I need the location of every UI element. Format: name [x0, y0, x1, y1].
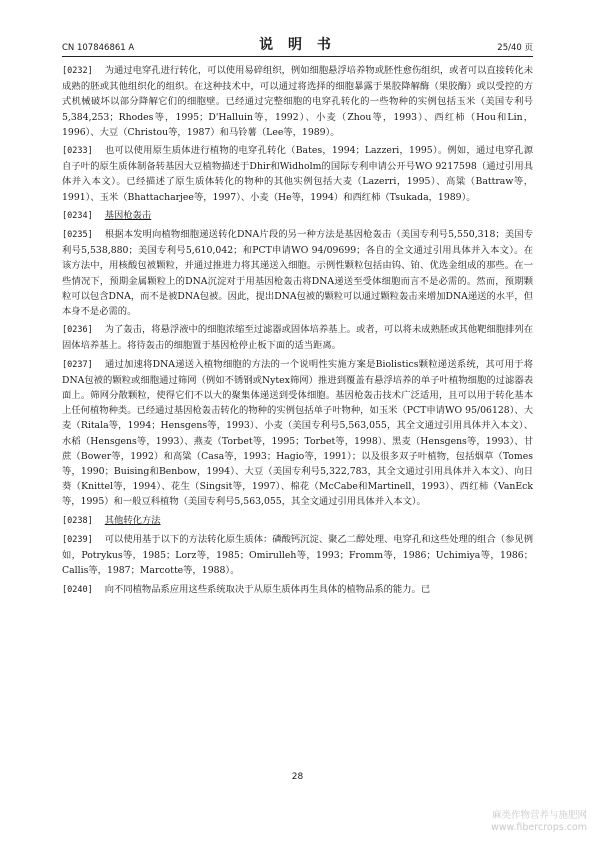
paragraph	[62, 143, 533, 205]
paragraph-number: [0236]	[62, 325, 93, 336]
paragraph-text: 为了轰击，将悬浮液中的细胞浓缩至过滤器或固体培养基上。或者，可以将未成熟胚或其他靶细胞排列在固体培养基上。将待轰击的细胞置于基因枪停止板下面的适当距离。	[62, 324, 533, 352]
heading-text: 其他转化方法	[104, 514, 161, 526]
paragraph-text: 向不同植物品系应用这些系统取决于从原生质体再生具体的植物品系的能力。已	[104, 583, 431, 595]
section-heading	[62, 208, 533, 224]
section-heading	[62, 513, 533, 529]
paragraph-number: [0235]	[62, 230, 93, 241]
page-number: 28	[291, 772, 304, 782]
paragraph	[62, 227, 533, 319]
document-body	[62, 63, 533, 601]
document-title: 说 明 书	[259, 37, 336, 53]
paragraph-text: 根据本发明向植物细胞递送转化DNA片段的另一种方法是基因枪轰击（美国专利号5,550,318；美国专利号5,538,880；美国专利号5,610,042；和PCT申请WO 94/09699；各自的全文通过引用具体并入本文）。在该方法中，用核酸包被颗粒，并通过推进力将其递送入细胞。示例性颗粒包括由钨、铂、优选金组成的那些。在一些情况下，预期金属颗粒上的DNA沉淀对于用基因枪轰击将DNA递送至受体细胞而言不是必需的。然而，预期颗粒可以包含DNA，而不是被DNA包被。因此，提出DNA包被的颗粒可以通过颗粒轰击来增加DNA递送的水平，但本身不是必需的。	[62, 229, 533, 318]
paragraph-text: 也可以使用原生质体进行植物的电穿孔转化（Bates，1994；Lazzeri，1995）。例如，通过电穿孔源自子叶的原生质体制备转基因大豆植物描述于Dhir和Widholm的国际专利申请公开号WO 9217598（通过引用具体并入本文）。已经描述了原生质体转化的物种的其他实例包括大麦（Lazerri，1995）、高粱（Battraw等，1991）、玉米（Bhattacharjee等，1997）、小麦（He等，1994）和西红柿（Tsukada，1989）。	[62, 145, 533, 203]
paragraph-number: [0234]	[62, 210, 93, 221]
page-header	[62, 36, 533, 57]
paragraph-text: 为通过电穿孔进行转化，可以使用易碎组织，例如细胞悬浮培养物或胚性愈伤组织，或者可以直接转化未成熟的胚或其他组织化的组织。在这种技术中，可以通过将选择的细胞暴露于果胶降解酶（果胶酶）或以受控的方式机械破坏以部分降解它们的细胞壁。已经通过完整细胞的电穿孔转化的一些物种的实例包括玉米（美国专利号5,384,253；Rhodes等，1995；D'Halluin等，1992）、小麦（Zhou等，1993）、西红柿（Hou和Lin，1996）、大豆（Christou等，1987）和马铃薯（Lee等，1989）。	[62, 65, 533, 138]
paragraph	[62, 322, 533, 353]
paragraph	[62, 582, 533, 598]
paragraph-text: 通过加速将DNA递送入植物细胞的方法的一个说明性实施方案是Biolistics颗粒递送系统，其可用于将DNA包被的颗粒或细胞通过筛网（例如不锈钢或Nytex筛网）推进到覆盖有悬浮培养的单子叶植物细胞的过滤器表面上。筛网分散颗粒，使得它们不以大的聚集体递送到受体细胞。基因枪轰击技术广泛适用，且可以用于转化基本上任何植物种类。已经通过基因枪轰击转化的物种的实例包括单子叶物种，如玉米（PCT申请WO 95/06128）、大麦（Ritala等，1994；Hensgens等，1993）、小麦（美国专利号5,563,055，其全文通过引用具体并入本文）、水稻（Hensgens等，1993）、燕麦（Torbet等，1995；Torbet等，1998）、黑麦（Hensgens等，1993）、甘蔗（Bower等，1992）和高粱（Casa等，1993；Hagio等，1991）；以及很多双子叶植物，包括烟草（Tomes等，1990；Buising和Benbow，1994）、大豆（美国专利号5,322,783，其全文通过引用具体并入本文）、向日葵（Knittel等，1994）、花生（Singsit等，1997）、棉花（McCabe和Martinell，1993）、西红柿（VanEck等，1995）和一般豆科植物（美国专利号5,563,055，其全文通过引用具体并入本文）。	[62, 358, 533, 508]
heading-text: 基因枪轰击	[104, 209, 152, 221]
paragraph-number: [0239]	[62, 534, 93, 545]
paragraph	[62, 357, 533, 510]
paragraph-number: [0240]	[62, 584, 93, 595]
paragraph-number: [0238]	[62, 515, 93, 526]
watermark-url: www.fibercrops.com	[490, 822, 587, 833]
paragraph-number: [0237]	[62, 359, 93, 370]
paragraph-text: 可以使用基于以下的方法转化原生质体：磷酸钙沉淀、聚乙二醇处理、电穿孔和这些处理的组合（参见例如，Potrykus等，1985；Lorz等，1985；Omirulleh等，1993；Fromm等，1986；Uchimiya等，1986；Callis等，1987；Marcotte等，1988）。	[62, 533, 533, 577]
document-number: CN 107846861 A	[62, 43, 135, 53]
paragraph-number: [0233]	[62, 146, 93, 157]
page-indicator: 25/40 页	[497, 43, 533, 53]
watermark	[491, 810, 587, 834]
watermark-title: 麻类作物营养与施肥网	[491, 810, 587, 821]
paragraph	[62, 63, 533, 140]
paragraph	[62, 532, 533, 579]
paragraph-number: [0232]	[62, 66, 93, 76]
